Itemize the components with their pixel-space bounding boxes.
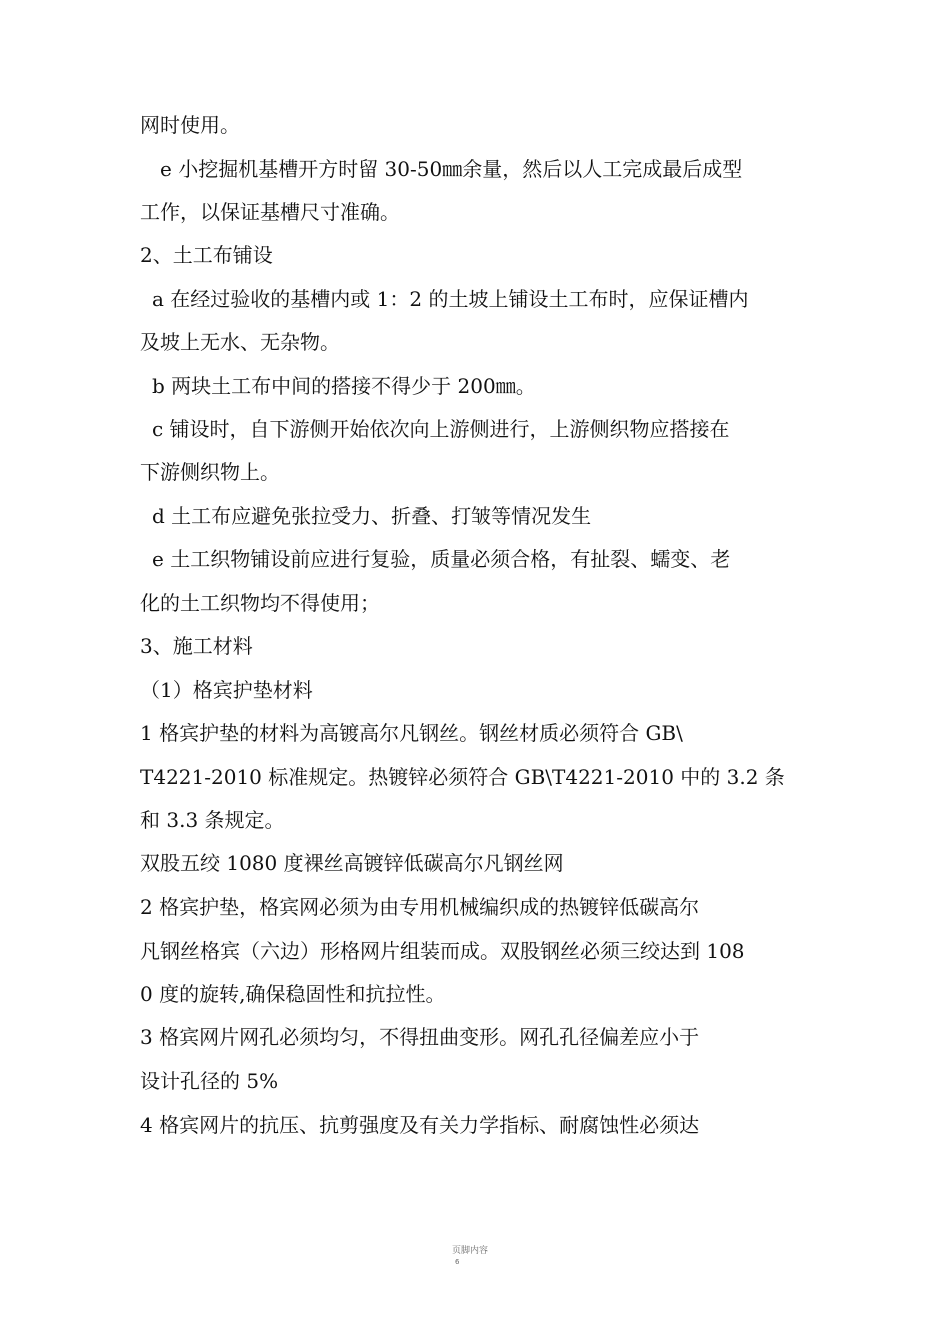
text-line: 设计孔径的 5%	[140, 1069, 279, 1093]
text-line: 双股五绞 1080 度裸丝高镀锌低碳高尔凡钢丝网	[140, 851, 564, 875]
text-line: a 在经过验收的基槽内或 1：2 的土坡上铺设土工布时，应保证槽内	[152, 287, 749, 311]
text-line: 及坡上无水、无杂物。	[140, 330, 340, 354]
text-line: e 土工织物铺设前应进行复验，质量必须合格，有扯裂、蠕变、老	[152, 547, 731, 571]
subsection-heading: （1）格宾护垫材料	[140, 678, 313, 702]
text-line: d 土工布应避免张拉受力、折叠、打皱等情况发生	[152, 504, 592, 528]
page-number: 6	[455, 1258, 460, 1266]
section-heading: 2、土工布铺设	[140, 243, 273, 267]
text-line: 下游侧织物上。	[140, 460, 280, 484]
text-line: 凡钢丝格宾（六边）形格网片组装而成。双股钢丝必须三绞达到 108	[140, 939, 745, 963]
section-heading: 3、施工材料	[140, 634, 253, 658]
text-line: 2 格宾护垫，格宾网必须为由专用机械编织成的热镀锌低碳高尔	[140, 895, 700, 919]
text-line: 网时使用。	[140, 113, 240, 137]
text-line: 和 3.3 条规定。	[140, 808, 285, 832]
footer-label: 页脚内容	[452, 1246, 489, 1256]
text-line: 0 度的旋转,确保稳固性和抗拉性。	[140, 982, 446, 1006]
text-line: 3 格宾网片网孔必须均匀，不得扭曲变形。网孔孔径偏差应小于	[140, 1025, 700, 1049]
text-line: 化的土工织物均不得使用；	[140, 591, 380, 615]
text-line: c 铺设时，自下游侧开始依次向上游侧进行，上游侧织物应搭接在	[152, 417, 730, 441]
text-line: 4 格宾网片的抗压、抗剪强度及有关力学指标、耐腐蚀性必须达	[140, 1113, 700, 1137]
text-line: b 两块土工布中间的搭接不得少于 200㎜。	[152, 374, 536, 398]
text-line: 1 格宾护垫的材料为高镀高尔凡钢丝。钢丝材质必须符合 GB\	[140, 721, 683, 745]
text-line: 工作，以保证基槽尺寸准确。	[140, 200, 400, 224]
text-line: e 小挖掘机基槽开方时留 30-50㎜余量，然后以人工完成最后成型	[160, 157, 743, 181]
text-line: T4221-2010 标准规定。热镀锌必须符合 GB\T4221-2010 中的 3.2 条	[140, 765, 785, 789]
